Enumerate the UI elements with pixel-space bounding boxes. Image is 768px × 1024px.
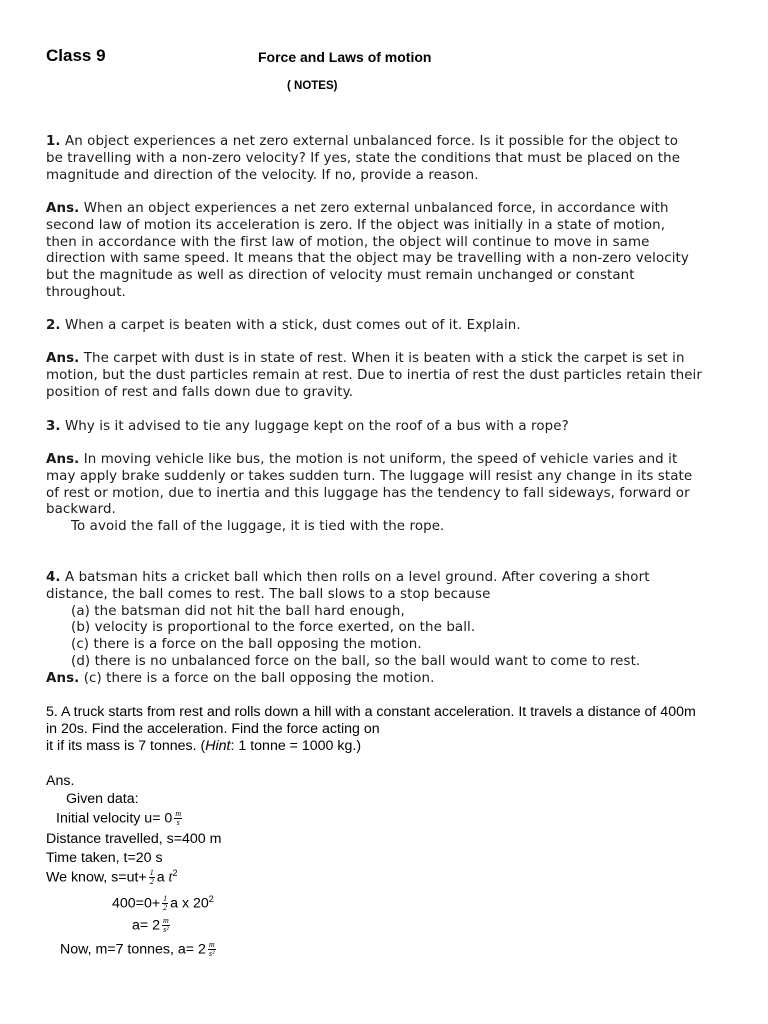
- equation-text: We know, s=ut+: [46, 869, 147, 886]
- question-text: A batsman hits a cricket ball which then rolls on a level ground. After covering a short: [64, 570, 650, 585]
- given-data-heading: Given data:: [66, 791, 139, 807]
- fraction-numerator: 1: [163, 894, 168, 904]
- half-fraction: [149, 869, 155, 886]
- unit-fraction: [162, 917, 170, 934]
- answer-text: When an object experiences a net zero external unbalanced force, in accordance with: [83, 201, 669, 216]
- option-b: (b) velocity is proportional to the force exerted, on the ball.: [71, 620, 476, 636]
- answer-text: direction with same speed. It means that the object may be travelling with a non-zero velocity: [46, 251, 689, 267]
- question-text: : 1 tonne = 1000 kg.): [230, 738, 362, 754]
- answer-text: The carpet with dust is in state of rest. When it is beaten with a stick the carpet is set in: [83, 351, 685, 366]
- fraction-denominator: 2: [149, 877, 154, 887]
- unit-numerator: m: [163, 916, 169, 925]
- question-5-line-2: in 20s. Find the acceleration. Find the force acting on: [46, 721, 380, 737]
- question-1: [46, 134, 726, 184]
- question-text: it if its mass is 7 tonnes. (: [46, 738, 206, 754]
- unit-fraction: [174, 810, 182, 827]
- equation-variable: a: [156, 869, 165, 886]
- question-text: A truck starts from rest and rolls down a hill with a constant acceleration. It travels a distance of 400m: [61, 704, 696, 720]
- initial-velocity-text: Initial velocity u= 0: [56, 810, 173, 827]
- equation-text: a x 20: [170, 895, 209, 912]
- question-5-line-1: [46, 704, 696, 720]
- equation-line-2: [112, 894, 214, 912]
- question-number: 4.: [46, 570, 61, 585]
- answer-text: backward.: [46, 502, 116, 518]
- equation-line-1: [46, 868, 178, 887]
- option-c: (c) there is a force on the ball opposing the motion.: [71, 637, 422, 653]
- question-text: distance, the ball comes to rest. The ball slows to a stop because: [46, 586, 491, 602]
- question-number: 3.: [46, 419, 61, 434]
- question-text: be travelling with a non-zero velocity? If yes, state the conditions that must be placed on the: [46, 150, 681, 166]
- option-d: (d) there is no unbalanced force on the ball, so the ball would want to come to rest.: [71, 653, 641, 669]
- answer-text: (c) there is a force on the ball opposing the motion.: [83, 670, 435, 686]
- acceleration-line: [132, 917, 172, 934]
- answer-text: To avoid the fall of the luggage, it is tied with the rope.: [71, 519, 445, 535]
- fraction-denominator: 2: [163, 903, 168, 913]
- question-text: When a carpet is beaten with a stick, dust comes out of it. Explain.: [64, 318, 521, 333]
- question-3: [46, 419, 726, 436]
- answer-1: [46, 201, 726, 302]
- answer-label: Ans.: [46, 452, 80, 467]
- answer-text: position of rest and falls down due to gravity.: [46, 384, 354, 400]
- initial-velocity-line: [56, 810, 184, 827]
- half-fraction: [162, 895, 168, 912]
- equation-variable: t: [168, 869, 173, 886]
- unit-denominator: s: [176, 818, 180, 827]
- answer-5-label: Ans.: [46, 773, 75, 789]
- answer-label: Ans.: [46, 351, 80, 366]
- question-number: 1.: [46, 134, 61, 149]
- answer-text: second law of motion its acceleration is zero. If the object was initially in a state of motion,: [46, 217, 666, 233]
- exponent: 2: [208, 894, 214, 904]
- hint-word: Hint: [205, 738, 231, 754]
- mass-text: Now, m=7 tonnes, a= 2: [60, 941, 206, 958]
- unit-numerator: m: [208, 940, 215, 949]
- unit-denominator: s²: [209, 949, 215, 958]
- exponent: 2: [172, 868, 178, 878]
- acceleration-text: a= 2: [132, 917, 161, 934]
- question-4: [46, 570, 726, 688]
- answer-text: motion, but the dust particles remain at rest. Due to inertia of rest the dust particles retain their: [46, 367, 702, 383]
- time-line: Time taken, t=20 s: [46, 850, 163, 866]
- question-number: 5.: [46, 704, 58, 720]
- question-text: Why is it advised to tie any luggage kept on the roof of a bus with a rope?: [64, 419, 569, 434]
- question-number: 2.: [46, 318, 61, 333]
- answer-text: of rest or motion, due to inertia and this luggage has the tendency to fall sideways, forward or: [46, 485, 690, 501]
- mass-line: [60, 941, 218, 958]
- answer-text: In moving vehicle like bus, the motion is not uniform, the speed of vehicle varies and it: [83, 452, 678, 467]
- unit-numerator: m: [175, 809, 182, 818]
- page-title: Force and Laws of motion: [258, 49, 432, 65]
- option-a: (a) the batsman did not hit the ball hard enough,: [71, 603, 405, 619]
- answer-text: but the magnitude as well as direction of velocity must remain unchanged or constant: [46, 268, 635, 284]
- class-label: Class 9: [46, 46, 106, 65]
- answer-label: Ans.: [46, 201, 80, 216]
- answer-text: may apply brake suddenly or takes sudden turn. The luggage will resist any change in its state: [46, 468, 693, 484]
- unit-denominator: s²: [163, 925, 169, 934]
- page-subtitle: ( NOTES): [287, 80, 338, 92]
- question-5-line-3: [46, 738, 361, 754]
- question-2: [46, 318, 726, 335]
- distance-line: Distance travelled, s=400 m: [46, 831, 222, 847]
- question-text: An object experiences a net zero external unbalanced force. Is it possible for the object to: [64, 134, 679, 149]
- answer-text: throughout.: [46, 284, 126, 300]
- answer-2: [46, 351, 726, 401]
- answer-3: [46, 452, 726, 536]
- unit-fraction: [208, 941, 216, 958]
- fraction-numerator: 1: [149, 868, 154, 878]
- equation-text: 400=0+: [112, 895, 161, 912]
- question-text: magnitude and direction of the velocity. If no, provide a reason.: [46, 167, 479, 183]
- answer-text: then in accordance with the first law of motion, the object will continue to move in same: [46, 234, 650, 250]
- answer-label: Ans.: [46, 670, 80, 686]
